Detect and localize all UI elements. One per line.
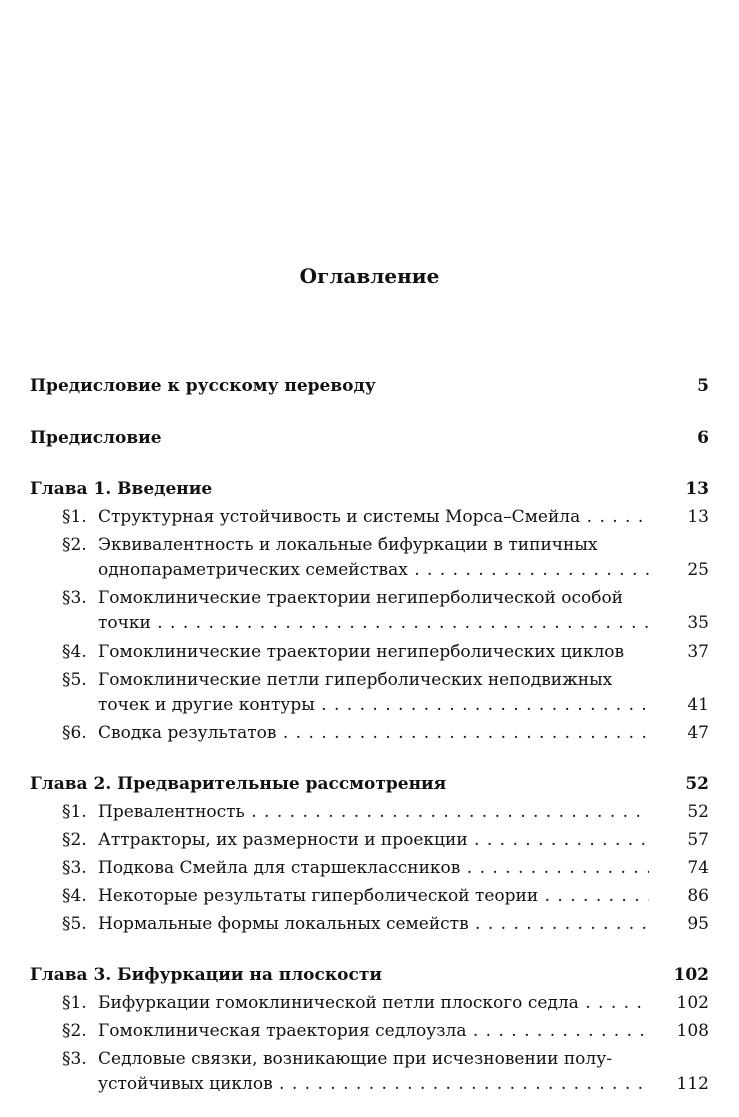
page-title: Оглавление <box>299 264 440 288</box>
section-number: §6. <box>62 723 87 743</box>
section-number: §3. <box>62 588 87 608</box>
chapter-title: Глава 2. Предварительные рассмотрения <box>30 774 447 794</box>
section-page: 102 <box>676 993 709 1013</box>
toc-section[interactable] <box>30 827 709 853</box>
toc-section[interactable] <box>30 504 709 530</box>
section-number: §4. <box>62 886 87 906</box>
section-title: Подкова Смейла для старшеклассников <box>98 858 461 878</box>
chapter-title: Глава 1. Введение <box>30 479 213 499</box>
chapter-title: Глава 3. Бифуркации на плоскости <box>30 965 382 985</box>
toc-section[interactable] <box>30 990 709 1016</box>
toc-entry[interactable] <box>30 373 709 399</box>
section-number: §1. <box>62 993 87 1013</box>
toc-section[interactable] <box>30 799 709 825</box>
chapter-heading[interactable] <box>30 962 709 988</box>
toc-section[interactable] <box>30 532 709 558</box>
section-title-continuation: устойчивых циклов . . . <box>98 1071 649 1097</box>
section-title: Эквивалентность и локальные бифуркации в типичных <box>98 535 598 555</box>
entry-page: 5 <box>697 376 709 396</box>
toc-section[interactable] <box>30 1046 709 1072</box>
section-page: 86 <box>687 886 709 906</box>
entry-title: Предисловие к русскому переводу <box>30 376 376 396</box>
entry-title: Предисловие <box>30 428 162 448</box>
section-number: §5. <box>62 670 87 690</box>
section-number: §3. <box>62 1049 87 1069</box>
toc-section[interactable] <box>30 911 709 937</box>
section-page: 41 <box>687 695 709 715</box>
toc-section[interactable] <box>30 639 709 665</box>
section-title: Гомоклиническая траектория седлоузла <box>98 1021 467 1041</box>
section-title: Седловые связки, возникающие при исчезновении полу- <box>98 1049 612 1069</box>
section-number: §2. <box>62 535 87 555</box>
toc-section[interactable] <box>30 1018 709 1044</box>
toc-section[interactable] <box>30 855 709 881</box>
toc-entry[interactable] <box>30 425 709 451</box>
section-title: Нормальные формы локальных семейств <box>98 914 469 934</box>
section-number: §2. <box>62 830 87 850</box>
toc-section[interactable] <box>30 883 709 909</box>
section-page: 95 <box>687 914 709 934</box>
section-page: 74 <box>687 858 709 878</box>
section-title-continuation: точки . . . <box>98 610 649 636</box>
toc-section-continuation[interactable] <box>30 610 709 636</box>
toc-section-continuation[interactable] <box>30 1071 709 1097</box>
section-title: Аттракторы, их размерности и проекции <box>98 830 468 850</box>
section-title-continuation: точек и другие контуры . . . <box>98 692 649 718</box>
section-number: §4. <box>62 642 87 662</box>
toc-section-continuation[interactable] <box>30 557 709 583</box>
section-title: Структурная устойчивость и системы Морса–Смейла <box>98 507 581 527</box>
section-page: 108 <box>676 1021 709 1041</box>
section-title: Гомоклинические петли гиперболических неподвижных <box>98 670 613 690</box>
section-page: 57 <box>687 830 709 850</box>
entry-page: 6 <box>697 428 709 448</box>
toc-section[interactable] <box>30 667 709 693</box>
section-page: 25 <box>687 560 709 580</box>
section-title: Превалентность <box>98 802 245 822</box>
section-page: 37 <box>687 642 709 662</box>
section-title: Сводка результатов <box>98 723 277 743</box>
section-title-continuation: однопараметрических семействах . . . <box>98 557 649 583</box>
section-number: §2. <box>62 1021 87 1041</box>
section-page: 47 <box>687 723 709 743</box>
section-page: 13 <box>687 507 709 527</box>
section-page: 112 <box>676 1074 709 1094</box>
section-title: Некоторые результаты гиперболической теории <box>98 886 539 906</box>
chapter-page: 13 <box>685 479 709 499</box>
section-number: §3. <box>62 858 87 878</box>
chapter-heading[interactable] <box>30 771 709 797</box>
chapter-page: 102 <box>673 965 709 985</box>
toc-section[interactable] <box>30 720 709 746</box>
section-page: 35 <box>687 613 709 633</box>
section-title: Гомоклинические траектории негиперболических циклов <box>98 642 625 662</box>
toc-section-continuation[interactable] <box>30 692 709 718</box>
toc-section[interactable] <box>30 585 709 611</box>
section-number: §5. <box>62 914 87 934</box>
section-title: Бифуркации гомоклинической петли плоского седла <box>98 993 579 1013</box>
section-title: Гомоклинические траектории негиперболической особой <box>98 588 624 608</box>
section-number: §1. <box>62 507 87 527</box>
section-page: 52 <box>687 802 709 822</box>
chapter-page: 52 <box>685 774 709 794</box>
section-number: §1. <box>62 802 87 822</box>
chapter-heading[interactable] <box>30 476 709 502</box>
